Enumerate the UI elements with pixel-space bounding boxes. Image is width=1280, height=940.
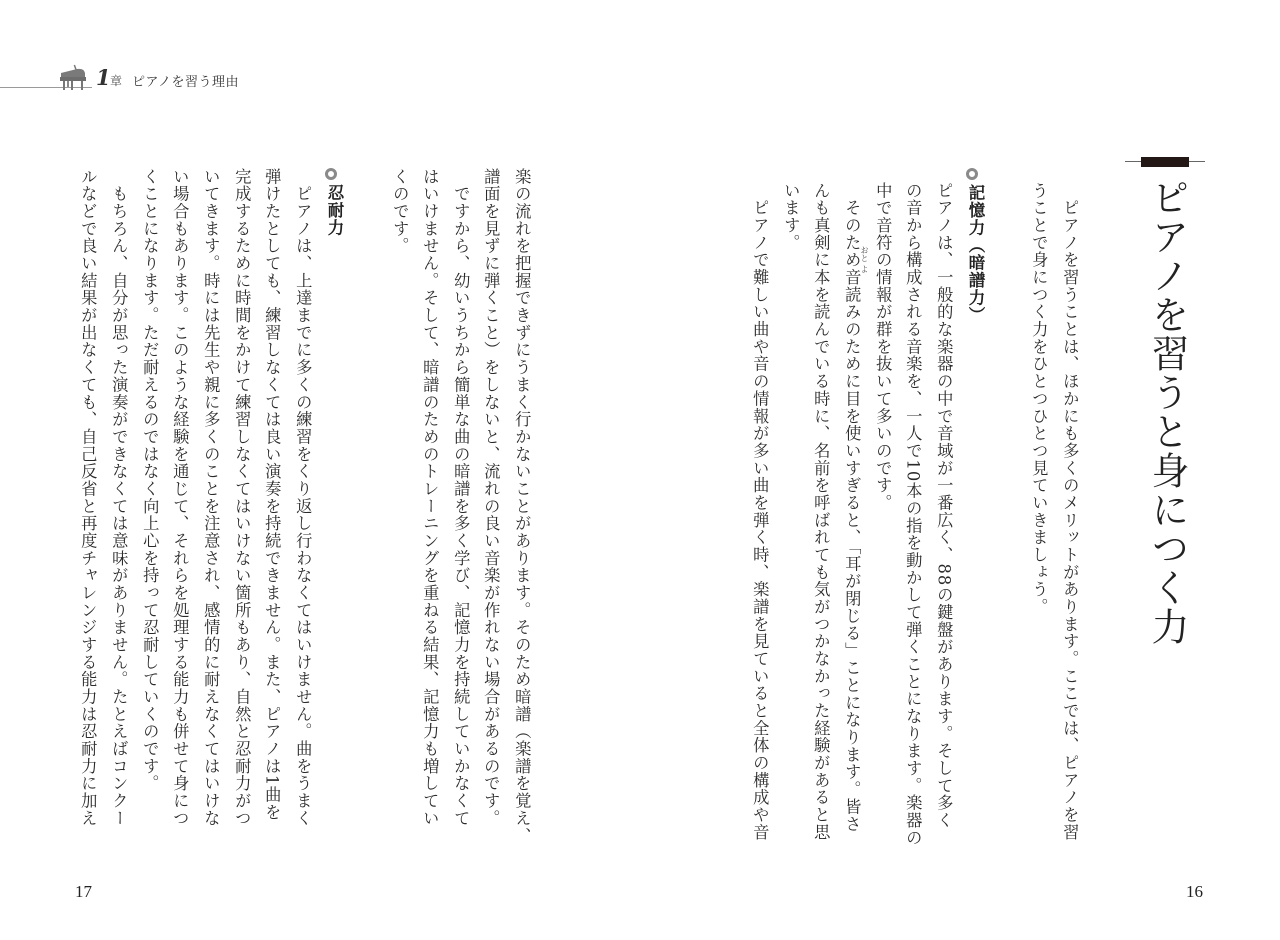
body-line: い場合もあります。このような経験を通じて、それらを処理する能力も併せて身につ [170,168,190,827]
body-line: います。 [781,182,801,252]
title-bar-ornament [1141,157,1189,167]
body-line: ピアノは、一般的な楽器の中で音域が一番広く、88の鍵盤があります。そして多く [934,182,954,830]
body-line: 完成するために時間をかけて練習しなくてはいけない箇所もあり、自然と忍耐力がつ [232,168,252,827]
ring-bullet-icon [325,168,337,180]
running-head [0,58,300,98]
section-heading-memory: 記憶力（暗譜力） [966,184,985,324]
body-line: 弾けたとしても、練習しなくては良い演奏を持続できません。また、ピアノは1曲を [262,168,282,821]
page-number-right: 16 [1186,882,1203,901]
chapter-title: ピアノを習う理由 [132,75,239,90]
body-line: 楽の流れを把握できずにうまく行かないことがあります。そのため暗譜（楽譜を覚え、 [512,168,532,845]
grand-piano-icon [57,64,87,92]
section-heading-patience: 忍耐力 [325,184,344,237]
body-line: ピアノで難しい曲や音の情報が多い曲を弾く時、楽譜を見ていると全体の構成や音 [750,182,770,841]
body-line: ピアノは、上達までに多くの練習をくり返し行わなくてはいけません。曲をうまく [293,168,313,827]
page-number-left: 17 [75,882,92,901]
body-line: くのです。 [390,168,410,255]
ring-bullet-icon [966,168,978,180]
intro-line-1: ピアノを習うことは、ほかにも多くのメリットがあります。ここでは、ピアノを習 [1060,182,1080,841]
body-line: 中で音符の情報が群を抜いて多いのです。 [873,182,893,512]
chapter-label: 章 [110,74,123,88]
body-line: いてきます。時には先生や親に多くのことを注意され、感情的に耐えなくてはいけな [201,168,221,827]
body-line: くことになります。ただ耐えるのではなく向上心を持って忍耐していくのです。 [140,168,160,793]
body-line: の音から構成される音楽を、一人で10本の指を動かして弾くことになります。楽器の [903,182,923,847]
ruby-reading: よ [860,265,869,273]
body-line: そのため音読みのために目を使いすぎると、「耳が閉じる」ことになります。皆さ [842,182,862,833]
ruby-reading: おと [860,246,869,262]
page-title: ピアノを習うと身につく力 [1145,178,1189,646]
body-line: んも真剣に本を読んでいる時に、名前を呼ばれても気がつかなかった経験があると思 [811,182,831,841]
chapter-number: 1 [96,65,111,90]
body-line: ですから、幼いうちから簡単な曲の暗譜を多く学び、記憶力を持続していかなくて [451,168,471,827]
body-line: ルなどで良い結果が出なくても、自己反省と再度チャレンジする能力は忍耐力に加え [78,168,98,827]
intro-line-2: うことで身につく力をひとつひとつ見ていきましょう。 [1029,182,1049,616]
body-line: 譜面を見ずに弾くこと）をしないと、流れの良い音楽が作れない場合があるのです。 [481,168,501,827]
body-line: はいけません。そして、暗譜のためのトレーニングを重ねる結果、記憶力も増してい [420,168,440,827]
body-line: もちろん、自分が思った演奏ができなくては意味がありません。たとえばコンクー [109,168,129,827]
